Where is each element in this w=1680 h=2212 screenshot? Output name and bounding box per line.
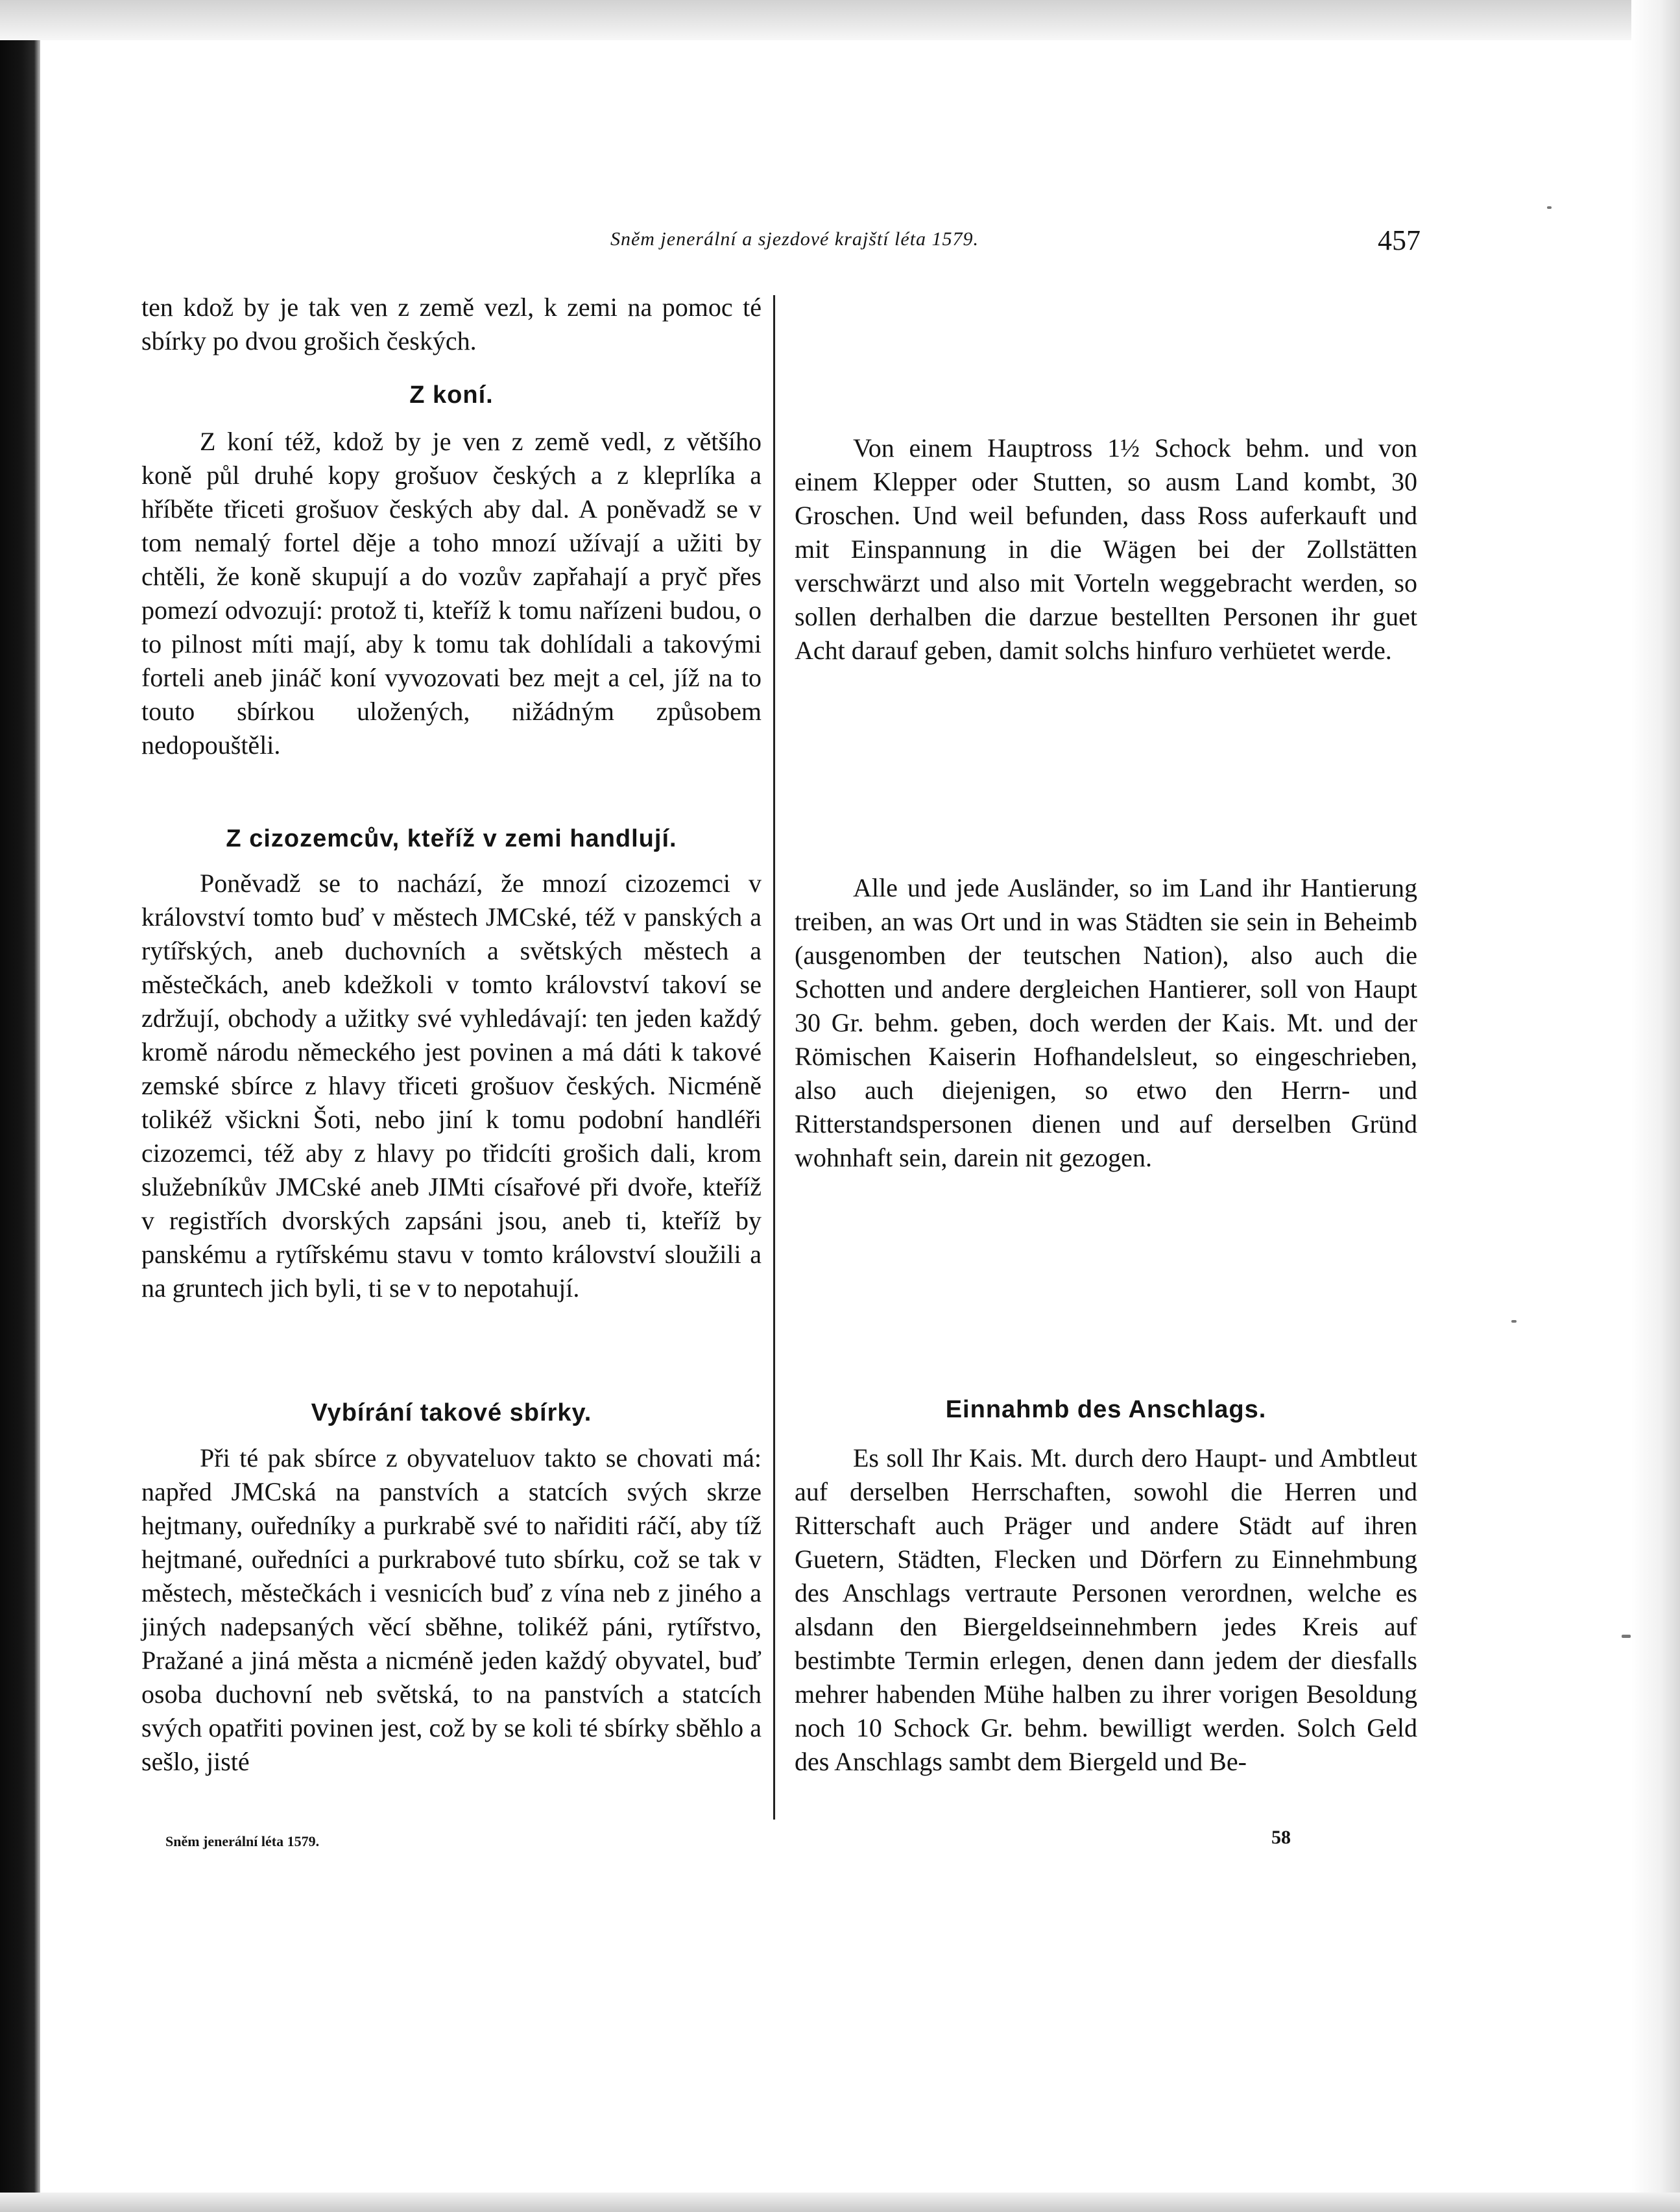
scan-edge-right	[1631, 0, 1680, 2212]
scan-speck	[1547, 206, 1552, 209]
left-continuation	[141, 291, 762, 358]
left-section-heading-horses: Z koní.	[409, 381, 494, 409]
continuation-text: ten kdož by je tak ven z země vezl, k zemi na pomoc té sbírky po dvou grošich českých.	[141, 293, 762, 355]
auslaender-paragraph: Alle und jede Ausländer, so im Land ihr Hantierung treiben, an was Ort und in was Städten sie sein in Beheimb (ausgenomben der teutschen Nation), also auch die Schotten und andere dergleichen Hantierer, soll von Haupt 30 Gr. behm. geben, doch werden der Kais. Mt. und der Römischen Kaiserin Hofhandelsleut, so eingeschrieben, also auch diejenigen, so etwo den Herrn- und Ritterstandspersonen dienen und auf derselben Gründ wohnhaft sein, darein nit gezogen.	[795, 873, 1417, 1172]
right-section-einnahmb	[795, 1441, 1417, 1779]
scan-border-left	[0, 0, 40, 2212]
einnahmb-paragraph: Es soll Ihr Kais. Mt. durch dero Haupt- und Ambtleut auf derselben Herrschaften, sowohl die Herren und Ritterschaft auch Präger und andere Städt auf ihren Guetern, Städten, Flecken und Dörfern zu Einnehmbung des Anschlags vertraute Personen verordnen, welche es alsdann den Biergeldseinnehmbern jedes Kreis auf bestimbte Termin erlegen, denen dann jedem der diesfalls mehrer habenden Mühe halben zu ihrer vorigen Besoldung noch 10 Schock Gr. behm. bewilligt werden. Solch Geld des Anschlags sambt dem Biergeld und Be-	[795, 1443, 1417, 1776]
collection-paragraph: Při té pak sbírce z obyvateluov takto se chovati má: napřed JMCská na panstvích a statcích svých skrze hejtmany, ouředníky a purkrabě své to nařiditi ráčí, aby tíž hejtmané, ouředníci a purkrabové tuto sbírku, což se tak v městech, městečkách i vesnicích buď z vína neb z jiného a jiných nadepsaných věcí sběhne, tolikéž páni, rytířstvo, Pražané a jiná města a nicméně jeden každý obyvatel, buď osoba duchovní neb světská, to na panstvích a statcích svých opatřiti povinen jest, což by se koli té sbírky sběhlo a sešlo, jisté	[141, 1443, 762, 1776]
scan-speck	[1622, 1635, 1631, 1638]
scan-speck	[1511, 1320, 1517, 1323]
scan-border-top	[0, 0, 1680, 40]
column-divider	[773, 295, 775, 1820]
scan-border-bottom	[0, 2193, 1680, 2212]
left-section-heading-foreigners: Z cizozemcův, kteříž v zemi handlují.	[226, 825, 677, 852]
left-section-collection	[141, 1441, 762, 1779]
page-number: 457	[1378, 224, 1421, 256]
hauptross-paragraph: Von einem Hauptross 1½ Schock behm. und von einem Klepper oder Stutten, so ausm Land kombt, 30 Groschen. Und weil befunden, dass Ross auferkauft und mit Einspannung in die Wägen bei der Zollstätten verschwärzt und also mit Vorteln weggebracht werden, so sollen derhalben die darzue bestellten Personen ihr guet Acht darauf geben, damit solchs hinfuro verhüetet werde.	[795, 433, 1417, 665]
right-section-heading-einnahmb: Einnahmb des Anschlags.	[945, 1396, 1267, 1423]
right-section-horses	[795, 431, 1417, 667]
running-head: Sněm jenerální a sjezdové krajští léta 1579.	[610, 228, 979, 250]
signature-mark-left: Sněm jenerální léta 1579.	[165, 1833, 320, 1849]
signature-mark-right: 58	[1271, 1827, 1291, 1848]
left-section-horses	[141, 425, 762, 762]
left-section-heading-collection: Vybírání takové sbírky.	[311, 1399, 592, 1426]
horses-paragraph: Z koní též, kdož by je ven z země vedl, z většího koně půl druhé kopy grošuov českých a z kleprlíka a hříběte třiceti grošuov českých aby dal. A poněvadž se v tom nemalý fortel děje a toho mnozí užívají a užiti by chtěli, že koně skupují a do vozův zapřahají a pryč přes pomezí odvozují: protož ti, kteříž k tomu nařízeni budou, o to pilnost míti mají, aby k tomu tak dohlídali a takovými forteli aneb jináč koní vyvozovati bez mejt a cel, jíž na to touto sbírkou uložených, nižádným způsobem nedopouštěli.	[141, 427, 762, 760]
foreigners-paragraph: Poněvadž se to nachází, že mnozí cizozemci v království tomto buď v městech JMCské, též v panských a rytířských, aneb duchovních a světských městech a městečkách, aneb kdežkoli v tomto království takoví se zdržují, obchody a užitky své vyhledávají: ten jeden každý kromě národu německého jest povinen a má dáti k takové zemské sbírce z hlavy třiceti grošuov českých. Nicméně tolikéž všickni Šoti, nebo jiní k tomu podobní handléři cizozemci, též aby z hlavy po třidcíti grošich dali, krom služebníkův JMCské aneb JIMti císařové při dvoře, kteříž v registřích dvorských zapsáni jsou, aneb ti, kteříž by panskému a rytířskému stavu v tomto království sloužili a na gruntech jich byli, ti se v to nepotahují.	[141, 869, 762, 1303]
right-section-foreigners	[795, 871, 1417, 1175]
left-section-foreigners	[141, 867, 762, 1305]
